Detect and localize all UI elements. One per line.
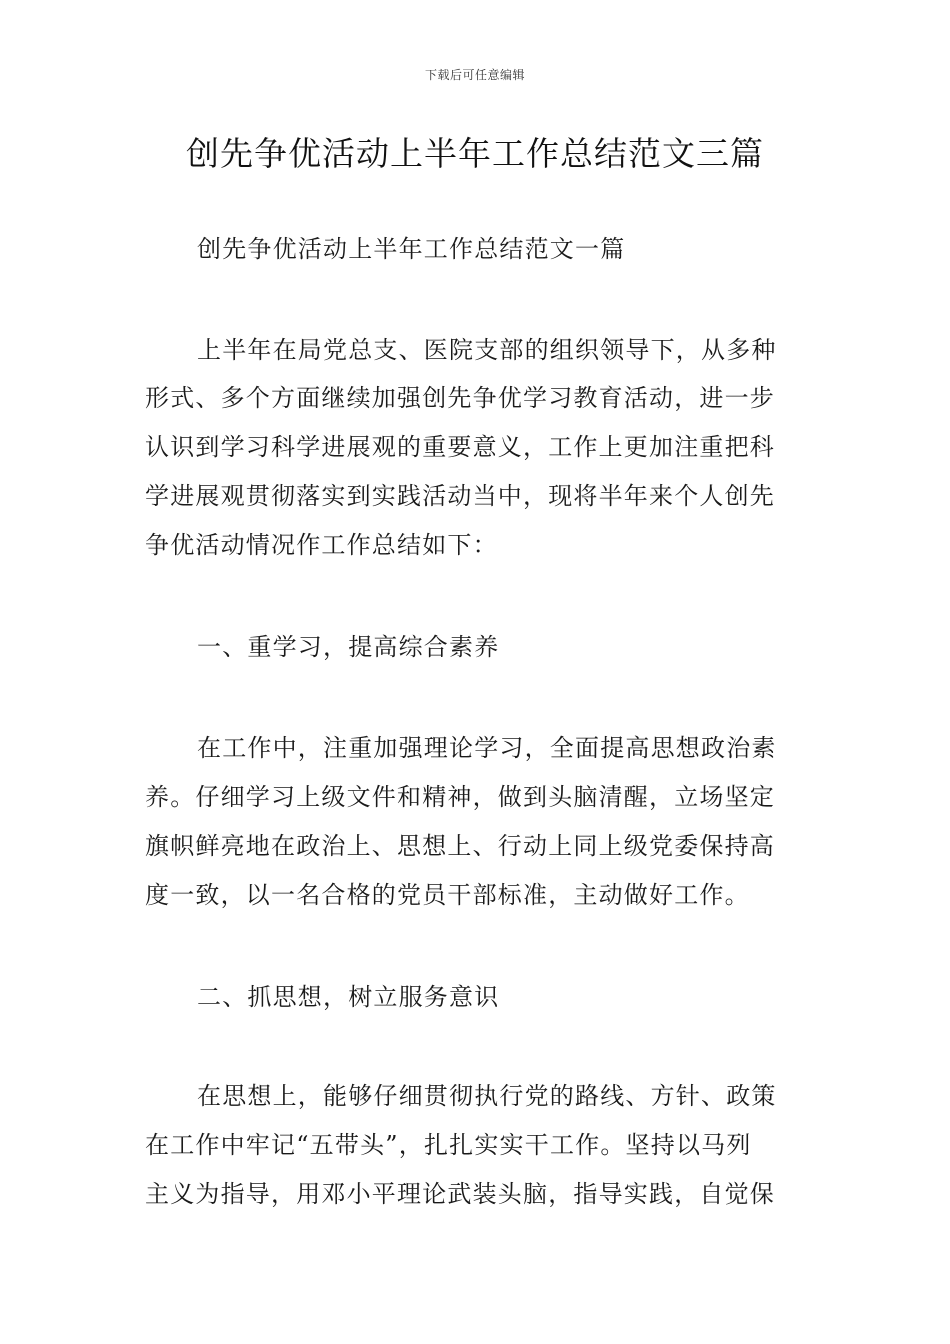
paragraph-line: 度一致，以一名合格的党员干部标准，主动做好工作。 [145,881,750,909]
section-heading-1: 一、重学习，提高综合素养 [197,633,500,661]
section-heading-2: 二、抓思想，树立服务意识 [197,983,500,1011]
paragraph-line: 旗帜鲜亮地在政治上、思想上、行动上同上级党委保持高 [145,832,775,860]
paragraph-line: 认识到学习科学进展观的重要意义，工作上更加注重把科 [145,433,775,461]
header-note: 下载后可任意编辑 [424,68,525,82]
paragraph-line: 在工作中，注重加强理论学习，全面提高思想政治素 [197,734,777,762]
paragraph-line: 主义为指导，用邓小平理论武装头脑，指导实践，自觉保 [145,1180,775,1208]
paragraph-line: 在思想上，能够仔细贯彻执行党的路线、方针、政策 [197,1082,777,1110]
subtitle: 创先争优活动上半年工作总结范文一篇 [197,235,626,263]
paragraph-line: 形式、多个方面继续加强创先争优学习教育活动，进一步 [145,384,775,412]
document-title: 创先争优活动上半年工作总结范文三篇 [186,134,764,173]
paragraph-line: 学进展观贯彻落实到实践活动当中，现将半年来个人创先 [145,482,775,510]
paragraph-line: 争优活动情况作工作总结如下： [145,531,498,559]
paragraph-line: 养。仔细学习上级文件和精神，做到头脑清醒，立场坚定 [145,783,775,811]
paragraph-line: 上半年在局党总支、医院支部的组织领导下，从多种 [197,336,777,364]
paragraph-line: 在工作中牢记“五带头”，扎扎实实干工作。坚持以马列 [145,1131,752,1159]
